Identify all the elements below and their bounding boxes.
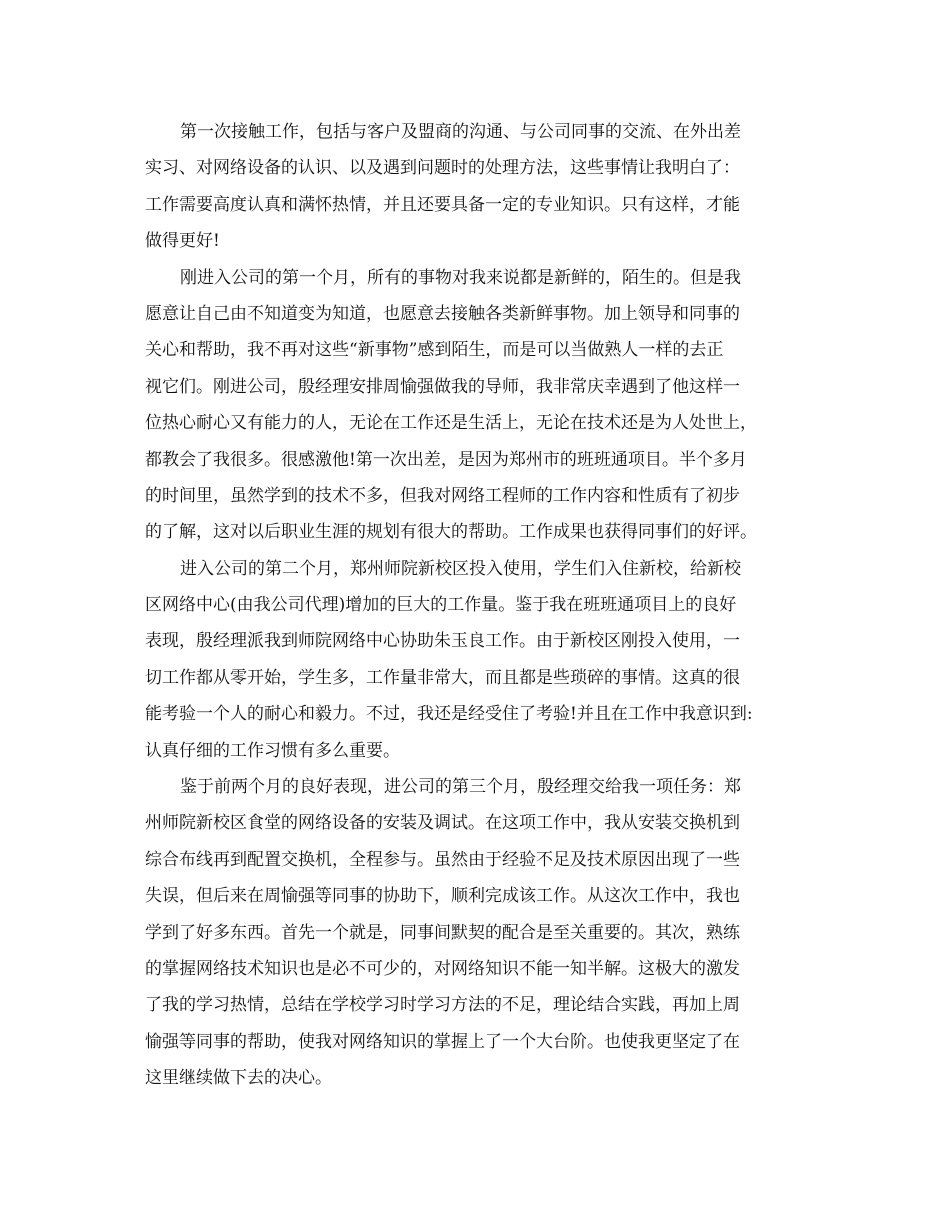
- text-line: 愿意让自己由不知道变为知道，也愿意去接触各类新鲜事物。加上领导和同事的: [145, 303, 740, 324]
- text-line: 鉴于前两个月的良好表现，进公司的第三个月，殷经理交给我一项任务：郑: [180, 777, 741, 798]
- text-line: 这里继续做下去的决心。: [145, 1068, 332, 1089]
- text-line: 视它们。刚进公司，殷经理安排周愉强做我的导师，我非常庆幸遇到了他这样一: [145, 376, 740, 397]
- text-line: 州师院新校区食堂的网络设备的安装及调试。在这项工作中，我从安装交换机到: [145, 813, 740, 834]
- text-line: 切工作都从零开始，学生多，工作量非常大，而且都是些琐碎的事情。这真的很: [145, 667, 740, 688]
- text-line: 学到了好多东西。首先一个就是，同事间默契的配合是至关重要的。其次，熟练: [145, 922, 740, 943]
- text-line: 刚进入公司的第一个月，所有的事物对我来说都是新鲜的，陌生的。但是我: [180, 267, 741, 288]
- text-line: 第一次接触工作，包括与客户及盟商的沟通、与公司同事的交流、在外出差: [180, 122, 741, 142]
- text-line: 综合布线再到配置交换机，全程参与。虽然由于经验不足及技术原因出现了一些: [145, 849, 740, 870]
- text-line: 了我的学习热情，总结在学校学习时学习方法的不足，理论结合实践，再加上周: [145, 995, 740, 1016]
- text-line: 的掌握网络技术知识也是必不可少的，对网络知识不能一知半解。这极大的激发: [145, 958, 740, 979]
- text-line: 愉强等同事的帮助，使我对网络知识的掌握上了一个大台阶。也使我更坚定了在: [145, 1031, 740, 1052]
- paragraph-1: [145, 114, 825, 260]
- text-line: 失误，但后来在周愉强等同事的协助下，顺利完成该工作。从这次工作中，我也: [145, 886, 740, 907]
- paragraph-2: [145, 260, 825, 551]
- paragraph-3: [145, 551, 825, 769]
- text-line: 位热心耐心又有能力的人，无论在工作还是生活上，无论在技术还是为人处世上，: [145, 413, 757, 434]
- text-line: 认真仔细的工作习惯有多么重要。: [145, 740, 400, 761]
- text-line: 进入公司的第二个月，郑州师院新校区投入使用，学生们入住新校，给新校: [180, 558, 741, 579]
- document-body: [145, 114, 825, 1097]
- paragraph-4: [145, 769, 825, 1097]
- text-line: 实习、对网络设备的认识、以及遇到问题时的处理方法，这些事情让我明白了：: [145, 158, 740, 179]
- text-line: 做得更好!: [145, 231, 220, 252]
- text-line: 关心和帮助，我不再对这些“新事物”感到陌生，而是可以当做熟人一样的去正: [145, 340, 724, 361]
- text-line: 的时间里，虽然学到的技术不多，但我对网络工程师的工作内容和性质有了初步: [145, 485, 740, 506]
- text-line: 能考验一个人的耐心和毅力。不过，我还是经受住了考验!并且在工作中我意识到:: [145, 704, 753, 725]
- text-line: 区网络中心(由我公司代理)增加的巨大的工作量。鉴于我在班班通项目上的良好: [145, 595, 737, 616]
- text-line: 表现，殷经理派我到师院网络中心协助朱玉良工作。由于新校区刚投入使用，一: [145, 631, 740, 652]
- text-line: 都教会了我很多。很感激他!第一次出差，是因为郑州市的班班通项目。半个多月: [145, 449, 747, 470]
- text-line: 工作需要高度认真和满怀热情，并且还要具备一定的专业知识。只有这样，才能: [145, 194, 740, 215]
- text-line: 的了解，这对以后职业生涯的规划有很大的帮助。工作成果也获得同事们的好评。: [145, 522, 757, 543]
